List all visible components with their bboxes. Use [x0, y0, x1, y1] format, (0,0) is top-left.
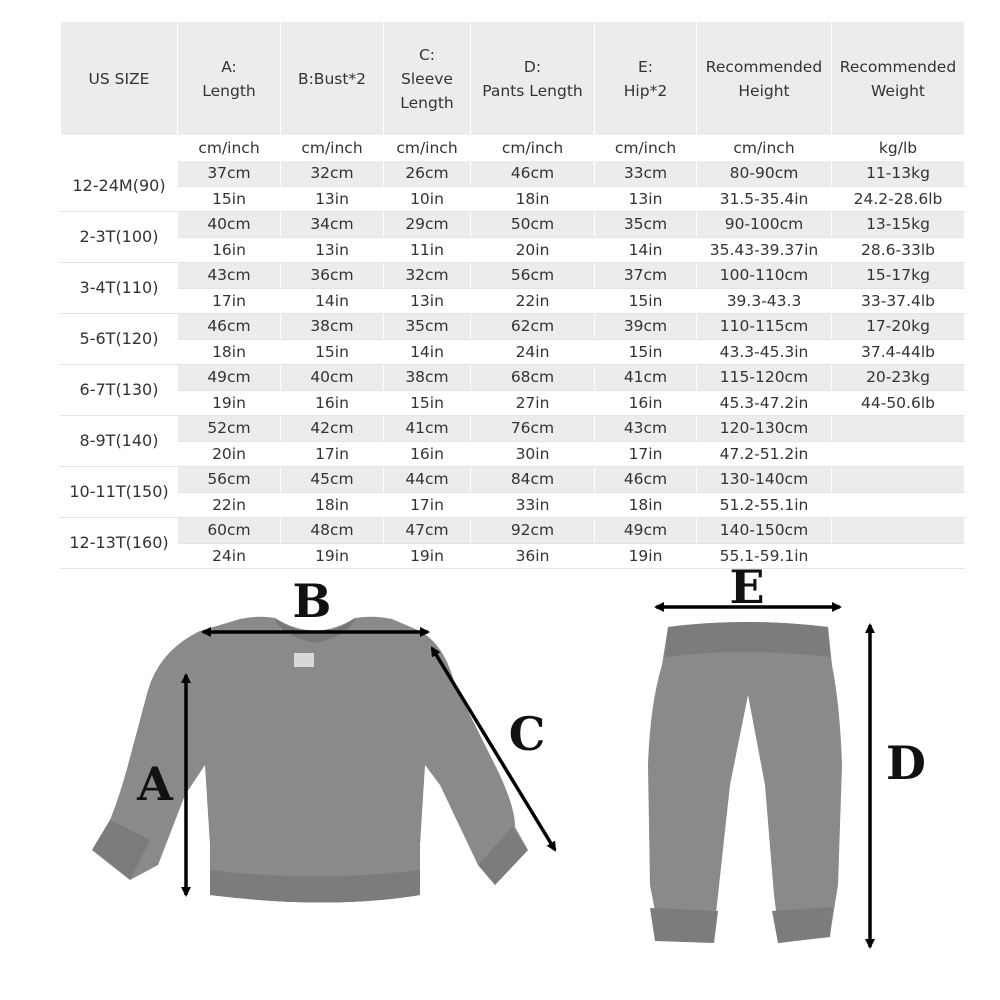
- size-cell: 12-24M(90): [61, 161, 178, 212]
- cm-value-cell: 52cm: [178, 416, 281, 442]
- inch-value-cell: 10in: [384, 186, 471, 212]
- cm-value-cell: 120-130cm: [697, 416, 832, 442]
- size-tag: [294, 653, 314, 667]
- column-header: [384, 22, 471, 136]
- inch-value-cell: 17in: [178, 288, 281, 314]
- cm-value-cell: 50cm: [471, 212, 595, 238]
- unit-cell: cm/inch: [595, 136, 697, 161]
- inch-value-cell: 18in: [595, 492, 697, 518]
- right-ankle-cuff: [772, 907, 833, 943]
- header-label-line: Recommended: [839, 57, 957, 76]
- size-cell: 12-13T(160): [61, 518, 178, 569]
- size-cell: 10-11T(150): [61, 467, 178, 518]
- size-cell: 5-6T(120): [61, 314, 178, 365]
- inch-value-cell: 13in: [384, 288, 471, 314]
- cm-value-cell: 35cm: [384, 314, 471, 340]
- inch-value-cell: 20in: [178, 441, 281, 467]
- cm-value-cell: 11-13kg: [832, 161, 965, 187]
- table-row: [61, 518, 965, 544]
- inch-value-cell: 15in: [595, 339, 697, 365]
- inch-value-cell: 47.2-51.2in: [697, 441, 832, 467]
- cm-value-cell: 80-90cm: [697, 161, 832, 187]
- unit-cell: [61, 136, 178, 161]
- cm-value-cell: 47cm: [384, 518, 471, 544]
- table-row: [61, 161, 965, 187]
- label-d: D: [886, 736, 926, 790]
- inch-value-cell: 16in: [281, 390, 384, 416]
- column-header: [832, 22, 965, 136]
- inch-value-cell: 27in: [471, 390, 595, 416]
- pants-body: [648, 622, 842, 943]
- column-header: [595, 22, 697, 136]
- cm-value-cell: 44cm: [384, 467, 471, 493]
- unit-cell: cm/inch: [697, 136, 832, 161]
- header-label-line: Length: [202, 81, 256, 100]
- column-header: [281, 22, 384, 136]
- cm-value-cell: 43cm: [178, 263, 281, 289]
- inch-value-cell: 22in: [178, 492, 281, 518]
- cm-value-cell: 115-120cm: [697, 365, 832, 391]
- inch-value-cell: 13in: [281, 186, 384, 212]
- inch-value-cell: 17in: [384, 492, 471, 518]
- unit-cell: kg/lb: [832, 136, 965, 161]
- cm-value-cell: 35cm: [595, 212, 697, 238]
- inch-value-cell: 30in: [471, 441, 595, 467]
- inch-value-cell: 17in: [595, 441, 697, 467]
- inch-value-cell: 33-37.4lb: [832, 288, 965, 314]
- table-row: [61, 237, 965, 263]
- inch-value-cell: 36in: [471, 543, 595, 569]
- cm-value-cell: 68cm: [471, 365, 595, 391]
- cm-value-cell: 37cm: [178, 161, 281, 187]
- cm-value-cell: 46cm: [178, 314, 281, 340]
- inch-value-cell: 20in: [471, 237, 595, 263]
- header-label-line: A:: [221, 57, 237, 76]
- pants-illustration: [648, 622, 842, 943]
- inch-value-cell: 13in: [281, 237, 384, 263]
- table-row: [61, 186, 965, 212]
- cm-value-cell: 56cm: [178, 467, 281, 493]
- cm-value-cell: 39cm: [595, 314, 697, 340]
- inch-value-cell: 13in: [595, 186, 697, 212]
- inch-value-cell: 15in: [384, 390, 471, 416]
- cm-value-cell: 56cm: [471, 263, 595, 289]
- cm-value-cell: 49cm: [595, 518, 697, 544]
- cm-value-cell: 41cm: [384, 416, 471, 442]
- cm-value-cell: 26cm: [384, 161, 471, 187]
- table-row: [61, 416, 965, 442]
- cm-value-cell: 100-110cm: [697, 263, 832, 289]
- size-cell: 8-9T(140): [61, 416, 178, 467]
- header-label-line: Pants Length: [482, 81, 583, 100]
- header-label-line: Height: [738, 81, 790, 100]
- header-label-line: Hip*2: [623, 81, 668, 100]
- header-label-line: Length: [400, 93, 454, 112]
- cm-value-cell: 29cm: [384, 212, 471, 238]
- cm-value-cell: 45cm: [281, 467, 384, 493]
- header-label-line: Recommended: [705, 57, 823, 76]
- inch-value-cell: 15in: [178, 186, 281, 212]
- inch-value-cell: 18in: [281, 492, 384, 518]
- cm-value-cell: [832, 416, 965, 442]
- cm-value-cell: 43cm: [595, 416, 697, 442]
- inch-value-cell: 16in: [595, 390, 697, 416]
- cm-value-cell: 37cm: [595, 263, 697, 289]
- table-row: [61, 441, 965, 467]
- inch-value-cell: 33in: [471, 492, 595, 518]
- inch-value-cell: 55.1-59.1in: [697, 543, 832, 569]
- unit-cell: cm/inch: [471, 136, 595, 161]
- inch-value-cell: 15in: [281, 339, 384, 365]
- cm-value-cell: 130-140cm: [697, 467, 832, 493]
- unit-cell: cm/inch: [178, 136, 281, 161]
- cm-value-cell: 32cm: [384, 263, 471, 289]
- cm-value-cell: 13-15kg: [832, 212, 965, 238]
- inch-value-cell: 19in: [281, 543, 384, 569]
- inch-value-cell: 18in: [178, 339, 281, 365]
- size-cell: 6-7T(130): [61, 365, 178, 416]
- header-label-line: US SIZE: [88, 69, 150, 88]
- inch-value-cell: 22in: [471, 288, 595, 314]
- table-row: [61, 263, 965, 289]
- table-row: [61, 390, 965, 416]
- inch-value-cell: 24.2-28.6lb: [832, 186, 965, 212]
- inch-value-cell: 15in: [595, 288, 697, 314]
- cm-value-cell: 41cm: [595, 365, 697, 391]
- cm-value-cell: 90-100cm: [697, 212, 832, 238]
- header-label-line: B:Bust*2: [297, 69, 367, 88]
- cm-value-cell: 32cm: [281, 161, 384, 187]
- cm-value-cell: 49cm: [178, 365, 281, 391]
- header-label-line: E:: [637, 57, 653, 76]
- inch-value-cell: 18in: [471, 186, 595, 212]
- column-header: [61, 22, 178, 136]
- inch-value-cell: 14in: [384, 339, 471, 365]
- inch-value-cell: 14in: [281, 288, 384, 314]
- cm-value-cell: 92cm: [471, 518, 595, 544]
- cm-value-cell: [832, 518, 965, 544]
- header-row: [61, 22, 965, 136]
- cm-value-cell: 76cm: [471, 416, 595, 442]
- label-b: B: [292, 574, 332, 628]
- size-cell: 2-3T(100): [61, 212, 178, 263]
- inch-value-cell: [832, 492, 965, 518]
- inch-value-cell: 39.3-43.3: [697, 288, 832, 314]
- unit-cell: cm/inch: [384, 136, 471, 161]
- header-label-line: Weight: [870, 81, 925, 100]
- cm-value-cell: 40cm: [178, 212, 281, 238]
- cm-value-cell: 62cm: [471, 314, 595, 340]
- table-body: [61, 161, 965, 569]
- size-cell: 3-4T(110): [61, 263, 178, 314]
- cm-value-cell: 60cm: [178, 518, 281, 544]
- inch-value-cell: 45.3-47.2in: [697, 390, 832, 416]
- column-header: [471, 22, 595, 136]
- inch-value-cell: [832, 441, 965, 467]
- header-label-line: Sleeve: [401, 69, 453, 88]
- inch-value-cell: 17in: [281, 441, 384, 467]
- cm-value-cell: 42cm: [281, 416, 384, 442]
- inch-value-cell: 19in: [178, 390, 281, 416]
- unit-row: [61, 136, 965, 161]
- inch-value-cell: 44-50.6lb: [832, 390, 965, 416]
- cm-value-cell: 20-23kg: [832, 365, 965, 391]
- cm-value-cell: 33cm: [595, 161, 697, 187]
- inch-value-cell: 35.43-39.37in: [697, 237, 832, 263]
- cm-value-cell: 36cm: [281, 263, 384, 289]
- cm-value-cell: 140-150cm: [697, 518, 832, 544]
- inch-value-cell: 24in: [178, 543, 281, 569]
- table-row: [61, 339, 965, 365]
- cm-value-cell: 15-17kg: [832, 263, 965, 289]
- inch-value-cell: 11in: [384, 237, 471, 263]
- table-row: [61, 314, 965, 340]
- label-c: C: [508, 707, 546, 761]
- inch-value-cell: 37.4-44lb: [832, 339, 965, 365]
- inch-value-cell: 16in: [384, 441, 471, 467]
- unit-cell: cm/inch: [281, 136, 384, 161]
- cm-value-cell: 48cm: [281, 518, 384, 544]
- size-chart-table: [60, 21, 965, 569]
- inch-value-cell: 14in: [595, 237, 697, 263]
- inch-value-cell: 19in: [384, 543, 471, 569]
- inch-value-cell: 16in: [178, 237, 281, 263]
- header-label-line: D:: [523, 57, 542, 76]
- inch-value-cell: 24in: [471, 339, 595, 365]
- waistband: [665, 622, 830, 657]
- label-e: E: [729, 565, 765, 614]
- cm-value-cell: 38cm: [281, 314, 384, 340]
- cm-value-cell: 34cm: [281, 212, 384, 238]
- cm-value-cell: 40cm: [281, 365, 384, 391]
- cm-value-cell: 38cm: [384, 365, 471, 391]
- table-row: [61, 467, 965, 493]
- column-header: [697, 22, 832, 136]
- label-a: A: [137, 757, 173, 811]
- table-row: [61, 492, 965, 518]
- garment-diagram: [0, 565, 1000, 1000]
- inch-value-cell: 28.6-33lb: [832, 237, 965, 263]
- inch-value-cell: 19in: [595, 543, 697, 569]
- left-ankle-cuff: [650, 908, 718, 943]
- cm-value-cell: 46cm: [471, 161, 595, 187]
- cm-value-cell: 84cm: [471, 467, 595, 493]
- table-row: [61, 288, 965, 314]
- column-header: [178, 22, 281, 136]
- cm-value-cell: 17-20kg: [832, 314, 965, 340]
- cm-value-cell: 110-115cm: [697, 314, 832, 340]
- cm-value-cell: [832, 467, 965, 493]
- cm-value-cell: 46cm: [595, 467, 697, 493]
- inch-value-cell: 51.2-55.1in: [697, 492, 832, 518]
- table-row: [61, 365, 965, 391]
- inch-value-cell: 43.3-45.3in: [697, 339, 832, 365]
- header-label-line: C:: [418, 45, 436, 64]
- table-row: [61, 212, 965, 238]
- inch-value-cell: 31.5-35.4in: [697, 186, 832, 212]
